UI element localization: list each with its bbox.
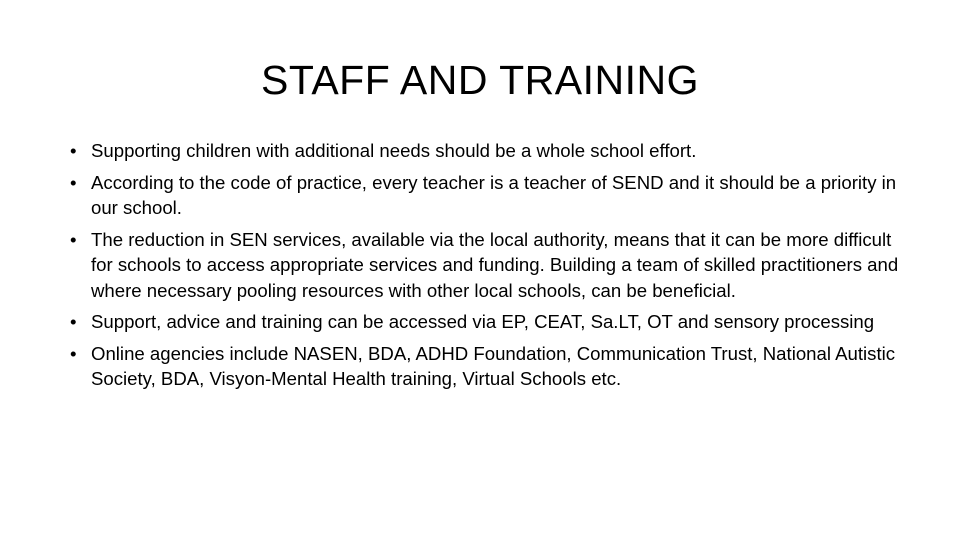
- bullet-text: Support, advice and training can be accessed via EP, CEAT, Sa.LT, OT and sensory processing: [91, 311, 875, 332]
- bullet-marker: •: [70, 311, 77, 332]
- slide-title: STAFF AND TRAINING: [260, 57, 700, 103]
- bullet-list: [70, 138, 900, 398]
- bullet-text: Online agencies include NASEN, BDA, ADHD Foundation, Communication Trust, National Autistic Society, BDA, Visyon-Mental Health training, Virtual Schools etc.: [91, 342, 896, 389]
- bullet-marker: •: [70, 228, 77, 250]
- bullet-item-3: [70, 227, 900, 304]
- bullet-text: The reduction in SEN services, available via the local authority, means that it can be more difficult for schools to access appropriate services and funding. Building a team of skilled practitioners and where necessary pooling resources with other local schools, can be beneficial.: [91, 228, 899, 301]
- bullet-marker: •: [70, 171, 77, 193]
- bullet-item-2: [70, 170, 900, 221]
- bullet-item-1: [70, 138, 900, 164]
- bullet-item-4: [70, 309, 900, 335]
- bullet-item-5: [70, 341, 900, 392]
- bullet-marker: •: [70, 140, 77, 161]
- bullet-text: According to the code of practice, every teacher is a teacher of SEND and it should be a priority in our school.: [91, 171, 897, 218]
- bullet-text: Supporting children with additional needs should be a whole school effort.: [91, 140, 697, 161]
- bullet-marker: •: [70, 342, 77, 364]
